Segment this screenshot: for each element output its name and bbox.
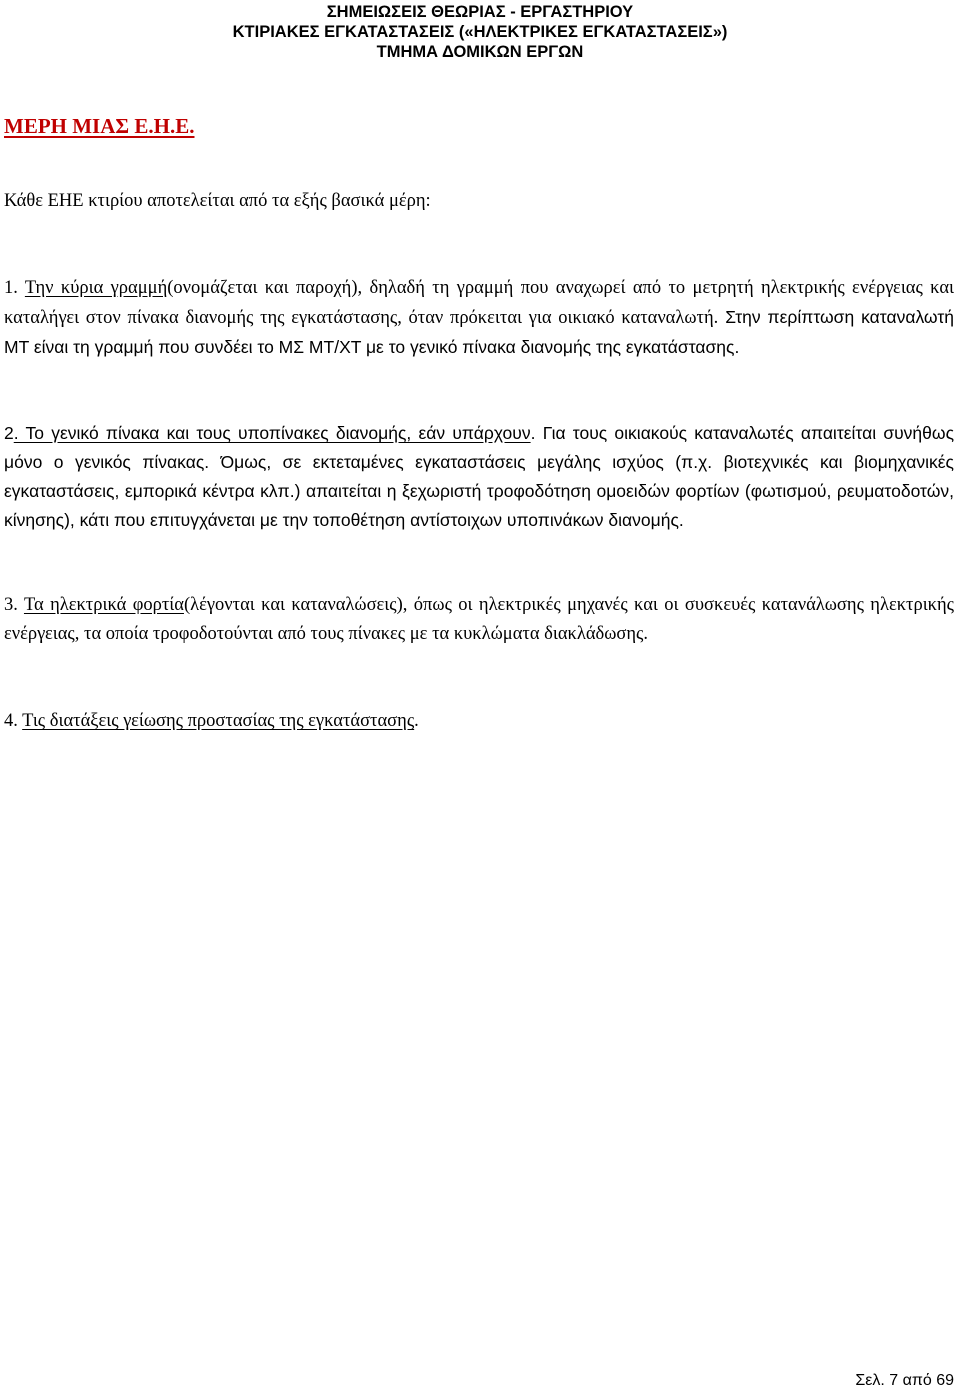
header-line-3: ΤΜΗΜΑ ΔΟΜΙΚΩΝ ΕΡΓΩΝ [376, 43, 584, 61]
item-underlined-term: . Το γενικό πίνακα και τους υποπίνακες διανομής, εάν υπάρχουν [13, 423, 531, 443]
item-number: 3. [4, 595, 24, 615]
list-item-4 [4, 707, 954, 736]
item-underlined-term: Τις διατάξεις γείωσης προστασίας της εγκατάστασης [22, 711, 415, 731]
item-number: 2 [4, 423, 14, 443]
page-number: Σελ. 7 από 69 [855, 1372, 954, 1389]
item-text: (ονομάζεται και παροχή), δηλαδή τη γραμμή που αναχωρεί από το μετρητή ηλεκτρικής ενέργειας και καταλήγει στον πίνακα διανομής της εγκατάστασης, όταν πρόκειται για οικιακό καταναλωτή. [4, 278, 954, 328]
section-title: ΜΕΡΗ ΜΙΑΣ Ε.Η.Ε. [4, 114, 195, 138]
list-item-1 [4, 274, 954, 363]
header-line-2: ΚΤΙΡΙΑΚΕΣ ΕΓΚΑΤΑΣΤΑΣΕΙΣ («ΗΛΕΚΤΡΙΚΕΣ ΕΓΚΑΤΑΣΤΑΣΕΙΣ») [232, 23, 728, 41]
page-header [0, 2, 960, 62]
header-line-1: ΣΗΜΕΙΩΣΕΙΣ ΘΕΩΡΙΑΣ - ΕΡΓΑΣΤΗΡΙΟΥ [326, 3, 634, 21]
item-underlined-term: Τα ηλεκτρικά φορτία [23, 595, 184, 615]
item-number: 4. [4, 711, 23, 731]
list-item-2 [4, 419, 954, 535]
item-text: (λέγονται και καταναλώσεις), όπως οι ηλεκτρικές μηχανές και οι συσκευές κατανάλωσης ηλεκτρικής ενέργειας, τα οποία τροφοδοτούνται από τους πίνακες με τα κυκλώματα διακλάδωσης. [4, 595, 955, 644]
item-underlined-term: Την κύρια γραμμή [24, 278, 168, 298]
item-text: . [414, 711, 419, 731]
intro-text: Κάθε ΕΗΕ κτιρίου αποτελείται από τα εξής βασικά μέρη: [4, 191, 431, 211]
list-item-3 [4, 591, 954, 649]
item-text-continued: Στην περίπτωση καταναλωτή ΜΤ είναι τη γραμμή που συνδέει το ΜΣ ΜΤ/ΧΤ με το γενικό πίνακα διανομής της εγκατάστασης. [4, 307, 954, 357]
item-text: . Για τους οικιακούς καταναλωτές απαιτείται συνήθως μόνο ο γενικός πίνακας. Όμως, σε εκτεταμένες εγκαταστάσεις μεγάλης ισχύος (π.χ. βιοτεχνικές και βιομηχανικές εγκαταστάσεις, εμπορικά κέντρα κλπ.) απαιτείται η ξεχωριστή τροφοδότηση ομοειδών φορτίων (φωτισμού, ρευματοδοτών, κίνησης), κάτι που επιτυγχάνεται με την τοποθέτηση αντίστοιχων υποπινάκων διανομής. [4, 423, 954, 530]
item-number: 1. [4, 278, 25, 298]
